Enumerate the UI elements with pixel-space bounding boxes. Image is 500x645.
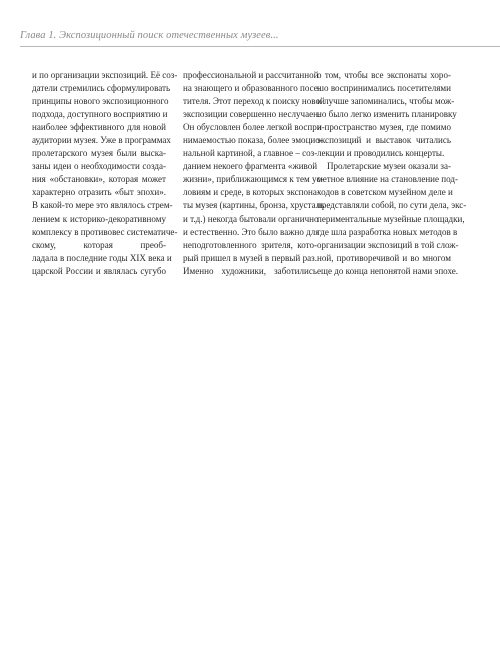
text-line: неподготовленного зрителя, кото- (183, 239, 317, 250)
text-line: где шла разработка новых методов в (317, 226, 458, 237)
text-line: на знающего и образованного посе- (183, 83, 321, 94)
text-line: и пространство музея, где помимо (317, 122, 451, 133)
text-line: ловиям и среде, в которых экспона- (183, 187, 320, 198)
text-line: комплексу в противовес систематиче- (32, 226, 178, 237)
text-line: ной, противоречивой и во многом (317, 252, 451, 263)
text-line: организации экспозиций в той слож- (317, 239, 459, 250)
text-line: рый пришел в музей в первый раз. (183, 252, 317, 263)
text-line: Пролетарские музеи оказали за- (327, 161, 451, 172)
text-line: жизни», приближающимся к тем ус- (183, 174, 324, 185)
text-line: профессиональной и рассчитанной (183, 70, 319, 80)
text-line: экспозиций и выставок читались (317, 135, 451, 146)
text-line: аудитории музея. Уже в программах (32, 135, 171, 146)
running-head: Глава 1. Экспозиционный поиск отечественных музеев... (20, 30, 279, 41)
text-line: тителя. Этот переход к поиску новой (183, 96, 325, 107)
text-line: ладала в последние годы XIX века и (32, 252, 172, 263)
text-line: еще до конца непонятой нами эпохе. (317, 265, 459, 276)
text-line: представляли собой, по сути дела, экс- (317, 200, 467, 211)
text-line: периментальные музейные площадки, (317, 213, 465, 224)
text-line: ходов в советском музейном деле и (317, 187, 453, 198)
text-line: ния «обстановки», которая может (32, 174, 166, 185)
text-column-3 (317, 69, 467, 278)
text-line: лением к историко-декоративному (32, 213, 166, 224)
text-line: нимаемостью показа, более эмоцио- (183, 135, 323, 146)
text-line: нальной картиной, а главное – соз- (183, 148, 318, 159)
text-line: подхода, доступного восприятию и (32, 109, 168, 120)
text-line: и естественно. Это было важно для (183, 226, 320, 237)
text-line: принципы нового экспозиционного (32, 96, 169, 107)
text-line: царской России и являлась сугубо (32, 265, 166, 276)
text-line: но было легко изменить планировку (317, 109, 457, 120)
text-line: лекции и проводились концерты. (317, 148, 445, 159)
text-line: скому, которая преоб- (32, 239, 166, 250)
text-line: наиболее эффективного для новой (32, 122, 166, 133)
text-line: датели стремились сформулировать (32, 83, 171, 94)
page-header (0, 0, 500, 48)
text-line: заны идеи о необходимости созда- (32, 161, 166, 172)
text-line: экспозиции совершенно неслучаен. (183, 109, 321, 120)
text-line: шо воспринимались посетителями (317, 83, 451, 94)
text-line: метное влияние на становление под- (317, 174, 459, 185)
header-rule (20, 46, 500, 47)
text-line: о том, чтобы все экспонаты хоро- (317, 70, 451, 80)
text-line: и т.д.) некогда бытовали органично (183, 213, 319, 224)
text-line: В какой-то мере это являлось стрем- (32, 200, 173, 211)
text-line: пролетарского музея были выска- (32, 148, 166, 159)
text-line: и лучше запоминались, чтобы мож- (317, 96, 455, 107)
text-line: Именно художники, заботились (183, 265, 317, 276)
text-line: и по организации экспозиций. Её соз- (32, 70, 178, 80)
text-column-1 (32, 69, 178, 278)
text-line: Он обусловлен более легкой воспри- (183, 122, 325, 133)
text-line: характерно отразить «быт эпохи». (32, 187, 166, 198)
text-line: данием некоего фрагмента «живой (183, 161, 318, 172)
text-column-2 (183, 69, 325, 278)
text-line: ты музея (картины, бронза, хрусталь (183, 200, 325, 211)
